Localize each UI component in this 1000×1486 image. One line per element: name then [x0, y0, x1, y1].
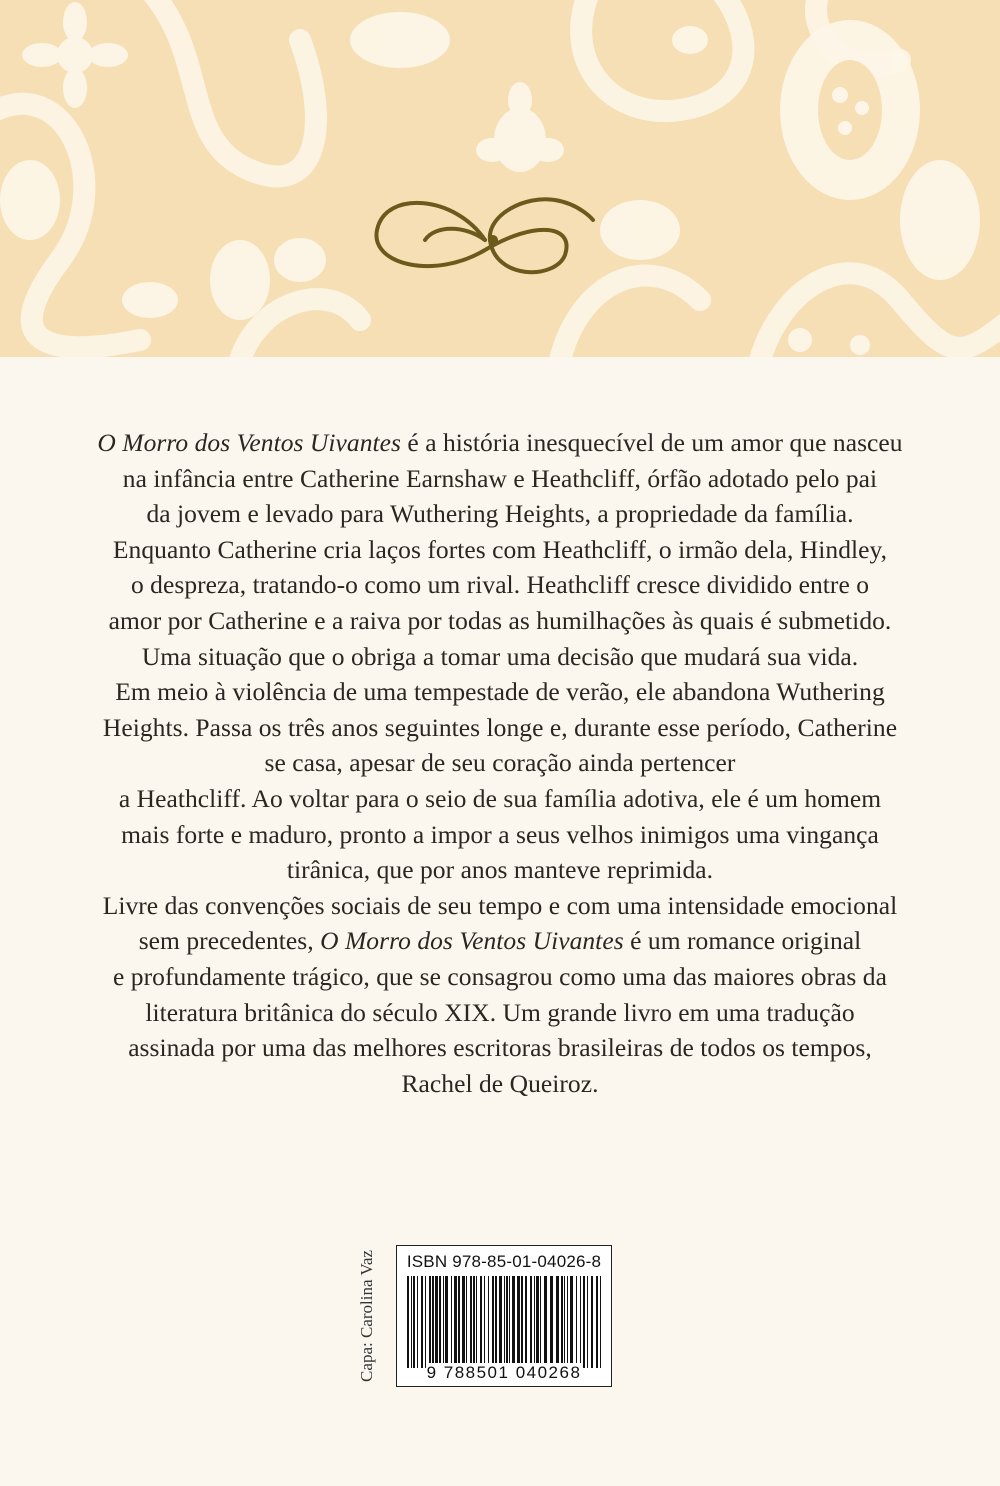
- blurb-text: é um romance original: [623, 926, 862, 956]
- cover-credit-text: Capa: Carolina Vaz: [357, 1250, 376, 1382]
- book-title-italic: O Morro dos Ventos Uivantes: [97, 428, 401, 457]
- blurb-line: [30, 639, 970, 675]
- blurb-text: assinada por uma das melhores escritoras brasileiras de todos os tempos,: [128, 1033, 872, 1063]
- barcode-bars-icon: [407, 1276, 601, 1368]
- blurb-text: é a história inesquecível de um amor que nasceu: [400, 428, 903, 457]
- blurb-text: na infância entre Catherine Earnshaw e Heathcliff, órfão adotado pelo pai: [122, 463, 878, 493]
- blurb-line: [30, 425, 970, 461]
- blurb-text: e profundamente trágico, que se consagrou como uma das maiores obras da: [113, 961, 887, 991]
- swirl-logo-icon: [365, 170, 605, 290]
- blurb-text: mais forte e maduro, pronto a impor a seus velhos inimigos uma vingança: [121, 819, 879, 849]
- blurb-line: [30, 496, 970, 532]
- blurb-text: da jovem e levado para Wuthering Heights, a propriedade da família.: [146, 499, 854, 529]
- blurb-text: literatura britânica do século XIX. Um grande livro em uma tradução: [145, 997, 855, 1027]
- blurb-line: [30, 888, 970, 924]
- book-title-italic: O Morro dos Ventos Uivantes: [320, 926, 624, 956]
- blurb-line: [30, 532, 970, 568]
- blurb-text: o despreza, tratando-o como um rival. Heathcliff cresce dividido entre o: [130, 570, 870, 600]
- blurb-text: Em meio à violência de uma tempestade de verão, ele abandona Wuthering: [115, 677, 885, 707]
- blurb-line: [30, 461, 970, 497]
- blurb-line: [30, 674, 970, 710]
- blurb-line: [30, 923, 970, 959]
- blurb-text: tirânica, que por anos manteve reprimida.: [286, 855, 714, 885]
- blurb-line: [30, 1030, 970, 1066]
- blurb-line: [30, 817, 970, 853]
- blurb-line: [30, 603, 970, 639]
- blurb-line: [30, 745, 970, 781]
- blurb-line: [30, 781, 970, 817]
- blurb-text: amor por Catherine e a raiva por todas as humilhações às quais é submetido.: [108, 605, 892, 635]
- isbn-barcode: [396, 1245, 612, 1387]
- cover-ornament-band: [0, 0, 1000, 357]
- back-cover-blurb: [30, 425, 970, 1101]
- isbn-label: ISBN 978-85-01-04026-8: [406, 1252, 602, 1271]
- blurb-line: [30, 710, 970, 746]
- cover-credit: [349, 1245, 385, 1387]
- blurb-text: Livre das convenções sociais de seu tempo e com uma intensidade emocional: [102, 890, 898, 920]
- blurb-text: Heights. Passa os três anos seguintes longe e, durante esse período, Catherine: [102, 712, 898, 742]
- barcode-digits: 9 788501 040268: [426, 1363, 582, 1382]
- blurb-line: [30, 1066, 970, 1102]
- blurb-line: [30, 567, 970, 603]
- blurb-text: Rachel de Queiroz.: [401, 1068, 599, 1098]
- blurb-text: sem precedentes,: [138, 926, 321, 956]
- blurb-text: se casa, apesar de seu coração ainda pertencer: [264, 748, 736, 778]
- blurb-text: Uma situação que o obriga a tomar uma decisão que mudará sua vida.: [141, 641, 859, 671]
- blurb-line: [30, 852, 970, 888]
- blurb-text: Enquanto Catherine cria laços fortes com Heathcliff, o irmão dela, Hindley,: [112, 534, 888, 564]
- blurb-line: [30, 995, 970, 1031]
- blurb-line: [30, 959, 970, 995]
- blurb-text: a Heathcliff. Ao voltar para o seio de sua família adotiva, ele é um homem: [118, 783, 882, 813]
